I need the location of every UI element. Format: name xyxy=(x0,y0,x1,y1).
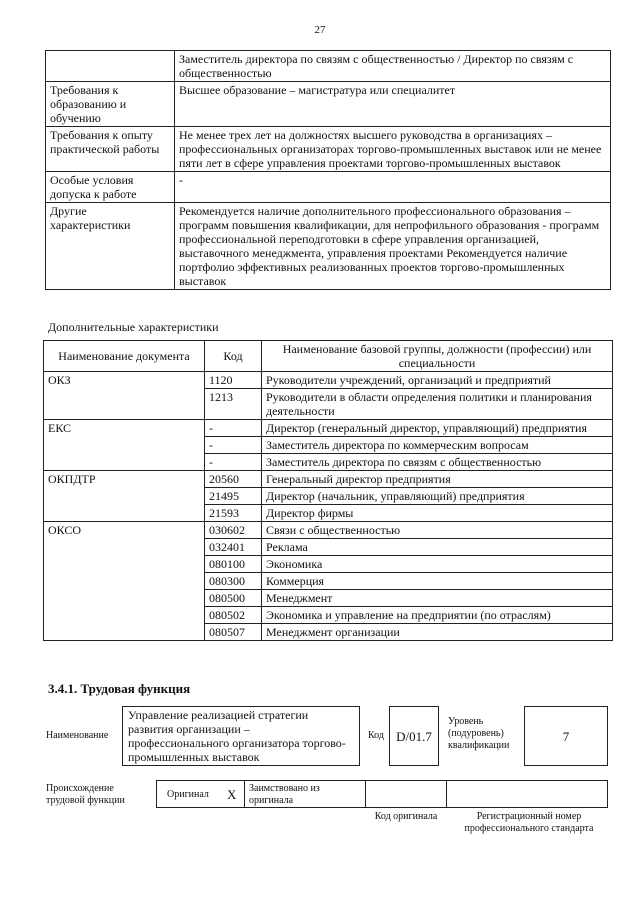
requirement-label: Требования к образованию и обучению xyxy=(46,82,175,127)
code-cell: 1213 xyxy=(205,389,262,420)
name-cell: Экономика и управление на предприятии (по отраслям) xyxy=(262,607,613,624)
name-label: Наименование xyxy=(46,730,109,741)
document-cell xyxy=(44,556,205,573)
document-cell: ОКЗ xyxy=(44,372,205,389)
table-row xyxy=(44,505,613,522)
level-value: 7 xyxy=(562,729,570,744)
name-cell: Заместитель директора по связям с общественностью xyxy=(262,454,613,471)
table-row xyxy=(44,556,613,573)
code-cell: 032401 xyxy=(205,539,262,556)
name-cell: Менеджмент xyxy=(262,590,613,607)
code-label: Код xyxy=(368,730,384,741)
origin-row xyxy=(156,780,608,808)
requirement-value: Не менее трех лет на должностях высшего руководства в организациях – профессиональных организаторах торгово-промышленных выставок или не менее пяти лет в сфере управления проектами торгово-промышленных выставок xyxy=(175,127,611,172)
name-cell: Директор (генеральный директор, управляющий) предприятия xyxy=(262,420,613,437)
code-cell: 080502 xyxy=(205,607,262,624)
document-cell xyxy=(44,505,205,522)
function-name-box xyxy=(122,706,360,766)
table-row xyxy=(44,607,613,624)
code-cell: 030602 xyxy=(205,522,262,539)
document-cell xyxy=(44,607,205,624)
requirement-row xyxy=(46,82,611,127)
header-code: Код xyxy=(205,341,262,372)
table-row xyxy=(44,420,613,437)
requirement-label: Требования к опыту практической работы xyxy=(46,127,175,172)
requirement-row xyxy=(46,203,611,290)
code-original-caption: Код оригинала xyxy=(374,811,438,822)
borrowed-label: Заимствовано из оригинала xyxy=(249,783,320,806)
table-row xyxy=(44,372,613,389)
code-cell: - xyxy=(205,420,262,437)
table-row xyxy=(44,471,613,488)
name-cell: Заместитель директора по коммерческим вопросам xyxy=(262,437,613,454)
code-cell: 080100 xyxy=(205,556,262,573)
page-number: 27 xyxy=(314,24,326,36)
header-name: Наименование базовой группы, должности (профессии) или специальности xyxy=(262,341,613,372)
table-row xyxy=(44,539,613,556)
requirement-value: Высшее образование – магистратура или специалитет xyxy=(175,82,611,127)
document-cell xyxy=(44,437,205,454)
code-cell: - xyxy=(205,437,262,454)
table-row xyxy=(44,573,613,590)
document-cell: ОКПДТР xyxy=(44,471,205,488)
table-row xyxy=(44,488,613,505)
requirement-row xyxy=(46,51,611,82)
header-doc: Наименование документа xyxy=(44,341,205,372)
document-cell xyxy=(44,488,205,505)
extra-characteristics-title: Дополнительные характеристики xyxy=(48,320,219,334)
name-cell: Директор (начальник, управляющий) предприятия xyxy=(262,488,613,505)
requirement-value: - xyxy=(175,172,611,203)
document-cell xyxy=(44,539,205,556)
table-row xyxy=(44,590,613,607)
document-cell xyxy=(44,624,205,641)
code-box xyxy=(389,706,439,766)
requirement-row xyxy=(46,172,611,203)
name-cell: Руководители учреждений, организаций и предприятий xyxy=(262,372,613,389)
document-cell xyxy=(44,454,205,471)
name-cell: Связи с общественностью xyxy=(262,522,613,539)
section-title: 3.4.1. Трудовая функция xyxy=(48,681,191,696)
name-cell: Экономика xyxy=(262,556,613,573)
table-row xyxy=(44,522,613,539)
level-label: Уровень (подуровень) квалификации xyxy=(448,716,510,751)
code-cell: 080500 xyxy=(205,590,262,607)
name-cell: Генеральный директор предприятия xyxy=(262,471,613,488)
code-cell: 080300 xyxy=(205,573,262,590)
original-mark: X xyxy=(227,787,237,802)
table-row xyxy=(44,389,613,420)
code-cell: 21495 xyxy=(205,488,262,505)
code-value: D/01.7 xyxy=(396,729,432,744)
code-cell: 080507 xyxy=(205,624,262,641)
requirement-label: Особые условия допуска к работе xyxy=(46,172,175,203)
code-cell: 20560 xyxy=(205,471,262,488)
table-row xyxy=(44,454,613,471)
table-row xyxy=(44,624,613,641)
table-row xyxy=(44,437,613,454)
name-cell: Руководители в области определения политики и планирования деятельности xyxy=(262,389,613,420)
requirement-label xyxy=(46,51,175,82)
name-cell: Коммерция xyxy=(262,573,613,590)
reg-number-caption: Регистрационный номер профессионального стандарта xyxy=(464,811,594,834)
origin-label: Происхождение трудовой функции xyxy=(46,783,125,806)
extra-characteristics-table xyxy=(43,340,613,641)
code-cell: 21593 xyxy=(205,505,262,522)
divider xyxy=(244,780,245,808)
requirement-row xyxy=(46,127,611,172)
document-cell xyxy=(44,389,205,420)
requirement-value: Рекомендуется наличие дополнительного профессионального образования – программ повышения квалификации, для непрофильного образования - программ профессиональной переподготовки в сфере управления организацией, выставочного менеджмента, управления проектами Рекомендуется наличие портфолио эффективных реализованных проектов торгово-промышленных выставок xyxy=(175,203,611,290)
document-cell xyxy=(44,590,205,607)
requirement-label: Другие характеристики xyxy=(46,203,175,290)
divider xyxy=(365,780,366,808)
level-box xyxy=(524,706,608,766)
document-cell: ОКСО xyxy=(44,522,205,539)
requirement-value: Заместитель директора по связям с общественностью / Директор по связям с общественностью xyxy=(175,51,611,82)
name-cell: Реклама xyxy=(262,539,613,556)
name-cell: Директор фирмы xyxy=(262,505,613,522)
document-cell: ЕКС xyxy=(44,420,205,437)
code-cell: 1120 xyxy=(205,372,262,389)
name-cell: Менеджмент организации xyxy=(262,624,613,641)
requirements-table xyxy=(45,50,611,290)
code-cell: - xyxy=(205,454,262,471)
function-name-value: Управление реализацией стратегии развития организации – профессионального организатора торгово-промышленных выставок xyxy=(128,708,346,764)
divider xyxy=(446,780,447,808)
document-cell xyxy=(44,573,205,590)
original-label: Оригинал xyxy=(167,789,209,800)
